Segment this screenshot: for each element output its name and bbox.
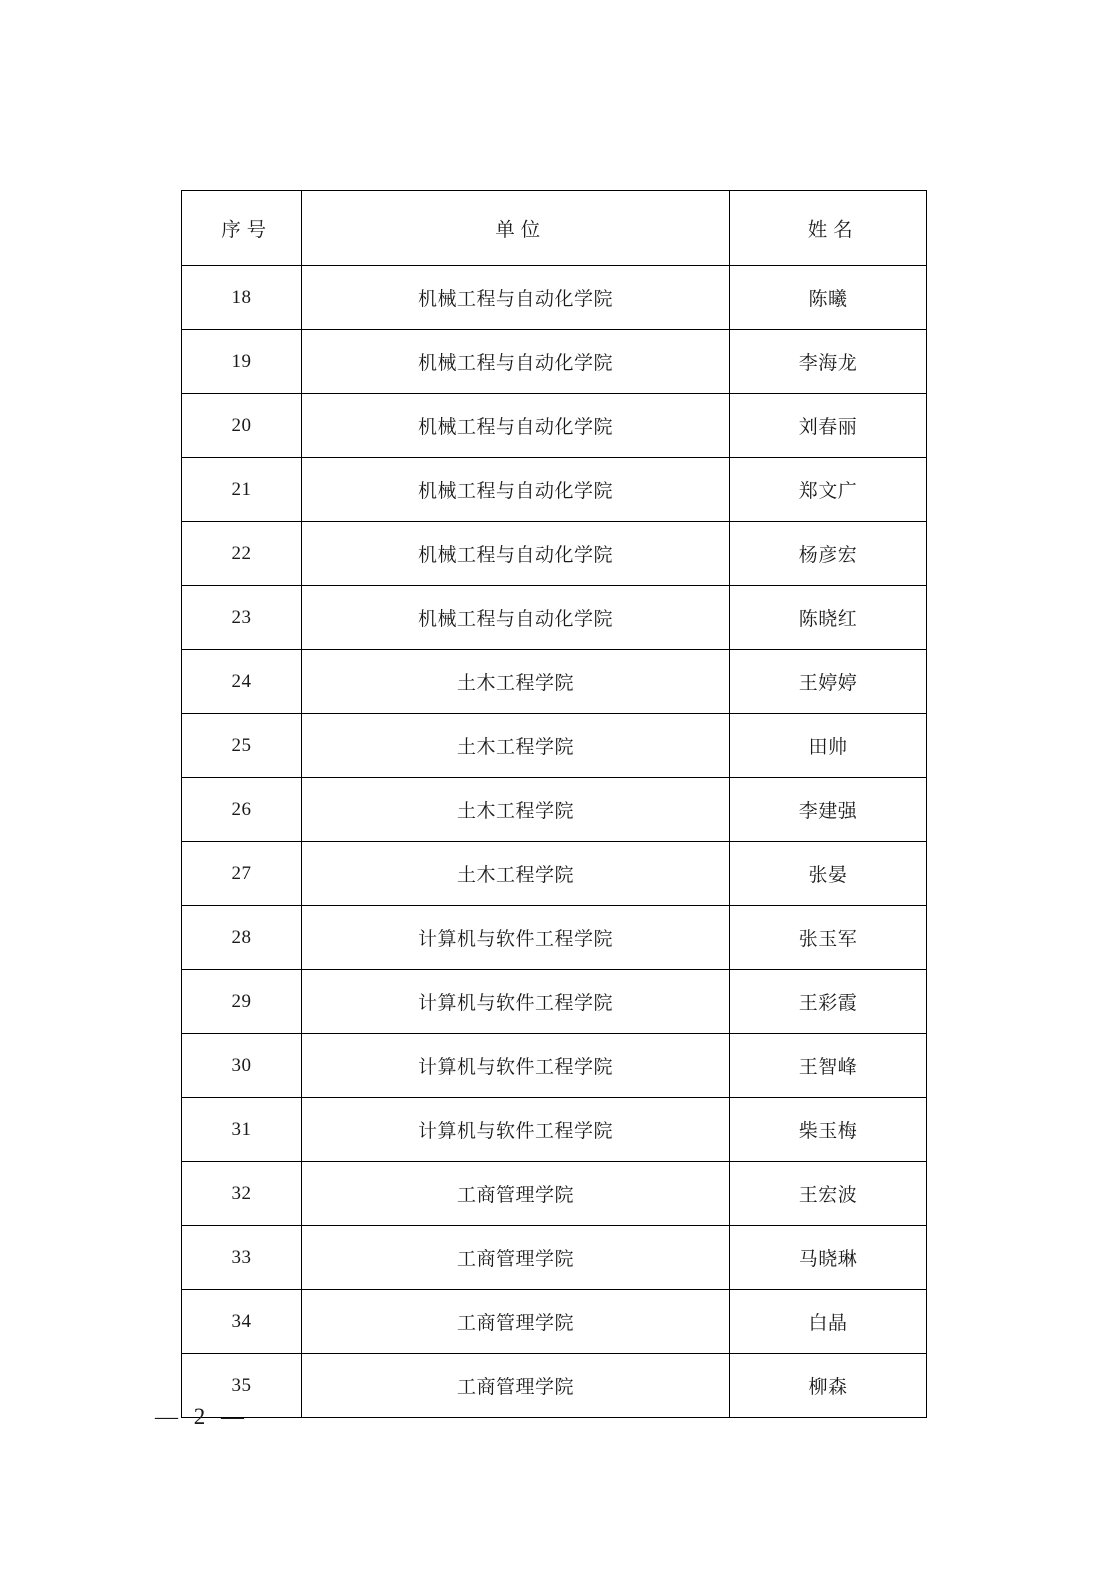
cell-index: 32: [182, 1162, 302, 1226]
column-header-unit: 单 位: [302, 191, 730, 266]
cell-unit: 机械工程与自动化学院: [302, 522, 730, 586]
cell-index: 33: [182, 1226, 302, 1290]
cell-name: 张玉军: [730, 906, 927, 970]
cell-unit: 计算机与软件工程学院: [302, 1098, 730, 1162]
cell-unit: 机械工程与自动化学院: [302, 586, 730, 650]
page-number: — 2 —: [155, 1404, 249, 1429]
cell-unit: 土木工程学院: [302, 778, 730, 842]
table-row: [182, 1098, 927, 1162]
table-row: [182, 1034, 927, 1098]
cell-index: 20: [182, 394, 302, 458]
cell-index: 23: [182, 586, 302, 650]
table-row: [182, 650, 927, 714]
cell-index: 19: [182, 330, 302, 394]
cell-name: 柴玉梅: [730, 1098, 927, 1162]
cell-name: 王彩霞: [730, 970, 927, 1034]
cell-unit: 工商管理学院: [302, 1162, 730, 1226]
table-row: [182, 586, 927, 650]
cell-name: 王智峰: [730, 1034, 927, 1098]
cell-unit: 工商管理学院: [302, 1226, 730, 1290]
cell-unit: 土木工程学院: [302, 650, 730, 714]
cell-name: 王婷婷: [730, 650, 927, 714]
cell-index: 26: [182, 778, 302, 842]
cell-index: 27: [182, 842, 302, 906]
cell-name: 陈晓红: [730, 586, 927, 650]
cell-name: 杨彦宏: [730, 522, 927, 586]
table-row: [182, 1226, 927, 1290]
cell-name: 马晓琳: [730, 1226, 927, 1290]
cell-unit: 计算机与软件工程学院: [302, 1034, 730, 1098]
cell-name: 郑文广: [730, 458, 927, 522]
cell-index: 34: [182, 1290, 302, 1354]
cell-index: 25: [182, 714, 302, 778]
table-row: [182, 1290, 927, 1354]
cell-unit: 土木工程学院: [302, 842, 730, 906]
column-header-index: 序 号: [182, 191, 302, 266]
roster-table: [181, 190, 927, 1418]
cell-unit: 计算机与软件工程学院: [302, 970, 730, 1034]
table-row: [182, 330, 927, 394]
cell-index: 30: [182, 1034, 302, 1098]
cell-unit: 计算机与软件工程学院: [302, 906, 730, 970]
cell-name: 柳森: [730, 1354, 927, 1418]
cell-index: 21: [182, 458, 302, 522]
cell-unit: 机械工程与自动化学院: [302, 330, 730, 394]
column-header-name: 姓 名: [730, 191, 927, 266]
cell-unit: 工商管理学院: [302, 1354, 730, 1418]
cell-name: 田帅: [730, 714, 927, 778]
table-row: [182, 1354, 927, 1418]
cell-unit: 机械工程与自动化学院: [302, 458, 730, 522]
cell-unit: 工商管理学院: [302, 1290, 730, 1354]
table-header-row: [182, 191, 927, 266]
cell-index: 29: [182, 970, 302, 1034]
cell-name: 王宏波: [730, 1162, 927, 1226]
cell-unit: 机械工程与自动化学院: [302, 266, 730, 330]
cell-name: 张晏: [730, 842, 927, 906]
cell-index: 24: [182, 650, 302, 714]
cell-index: 18: [182, 266, 302, 330]
cell-name: 白晶: [730, 1290, 927, 1354]
cell-index: 22: [182, 522, 302, 586]
table-row: [182, 266, 927, 330]
table-row: [182, 970, 927, 1034]
cell-name: 李海龙: [730, 330, 927, 394]
table-row: [182, 842, 927, 906]
table-row: [182, 714, 927, 778]
table-row: [182, 458, 927, 522]
cell-index: 31: [182, 1098, 302, 1162]
table-row: [182, 394, 927, 458]
table-row: [182, 522, 927, 586]
cell-unit: 机械工程与自动化学院: [302, 394, 730, 458]
table-row: [182, 906, 927, 970]
roster-table-container: [181, 190, 926, 1418]
cell-name: 李建强: [730, 778, 927, 842]
cell-index: 35: [182, 1354, 302, 1418]
table-row: [182, 1162, 927, 1226]
cell-unit: 土木工程学院: [302, 714, 730, 778]
cell-index: 28: [182, 906, 302, 970]
cell-name: 陈曦: [730, 266, 927, 330]
table-row: [182, 778, 927, 842]
cell-name: 刘春丽: [730, 394, 927, 458]
